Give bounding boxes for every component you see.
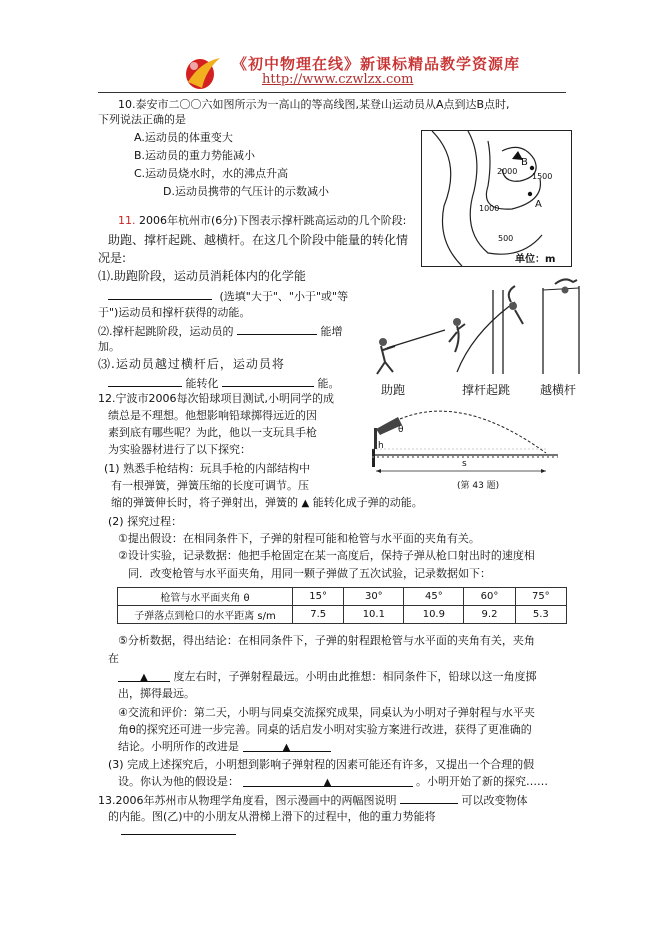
q12-step3: (3) 完成上述探究后，小明想到影响子弹射程的因素可能还有许多，又提出一个合理的假 [108,758,535,771]
q12-step3-b: 设。你认为他的假设是： ▲ 。小明开始了新的探究…… [118,775,548,788]
table-cell: 30° [344,588,404,606]
label-run-up: 助跑 [381,383,406,397]
q11-blank-3[interactable] [108,375,182,387]
table-row [118,588,567,606]
map-label-1000: 1000 [479,204,500,213]
answer-marker: ▲ [301,498,310,509]
q11-part1-c: 于")运动员和撑杆获得的动能。 [98,306,251,319]
q12-step2-d2: 角θ的探究还可进一步完善。同桌的话启发小明对实验方案进行改进，获得了更准确的 [118,723,532,736]
q12-step2-c3: ▲ 度左右时，子弹射程最远。小明由此推想：相同条件下，铅球以这一角度掷 [118,670,537,684]
table-cell: 15° [293,588,344,606]
map-point-a: A [535,199,542,210]
q12-step1-c: 缩的弹簧伸长时，将子弹射出，弹簧的 ▲ 能转化成子弹的动能。 [111,496,423,509]
q13-stem: 13.2006年苏州市从物理学角度看，图示漫画中的两幅图说明 可以改变物体 [98,794,528,807]
map-point-b: B [521,157,528,168]
map-label-2000: 2000 [497,167,518,176]
label-cross-bar: 越横杆 [540,383,577,397]
q11-part1: ⑴.助跑阶段，运动员消耗体内的化学能 [98,269,306,283]
header-rule [98,92,566,93]
q11-blank-4[interactable] [222,375,314,387]
q11-stem-2: 助跑、撑杆起跳、越横杆。在这几个阶段中能量的转化情 [108,233,409,247]
table-cell: 75° [515,588,566,606]
q10-option-c: C.运动员烧水时，水的沸点升高 [134,167,289,180]
table-cell: 45° [404,588,464,606]
q12-step2-d: ④交流和评价：第二天，小明与同桌交流探究成果，同桌认为小明对子弹射程与水平夹 [118,706,535,719]
q12-step2-c4: 出，掷得最远。 [118,687,195,700]
q11-stem-3: 况是: [98,251,127,265]
trajectory-figure [368,405,560,485]
site-logo [180,52,224,92]
map-label-1500: 1500 [532,172,553,181]
q13-blank-2[interactable] [121,834,236,835]
map-label-500: 500 [498,234,514,243]
q12-step1: (1) 熟悉手枪结构：玩具手枪的内部结构中 [104,462,311,475]
table-cell: 60° [464,588,515,606]
q10-stem: 10.泰安市二〇〇六如图所示为一高山的等高线图,某登山运动员从A点到达B点时, [118,98,510,111]
q11-part3-b: 能转化 能。 [108,375,340,391]
q11-number: 11. [118,214,136,227]
q11-part3: ⑶.运动员越过横杆后，运动员将 [98,357,285,371]
contour-map [421,130,572,267]
q12-step2-b: ②设计实验，记录数据：他把手枪固定在某一高度后，保持子弹从枪口射出时的速度相 [118,549,535,562]
q12-stem-3: 素到底有哪些呢？为此，他以一支玩具手枪 [108,426,317,439]
q12-step2-c2: 在 [108,652,119,665]
q11-stem: 11. 2006年杭州市(6分)下图表示撑杆跳高运动的几个阶段: [118,214,407,227]
q12-blank-angle[interactable]: ▲ [118,670,170,682]
fig-angle-label: θ [398,425,404,435]
q12-blank-improve[interactable]: ▲ [243,740,331,752]
table-cell: 7.5 [293,606,344,624]
q12-stem-4: 为实验器材进行了以下探究： [108,443,251,456]
q12-step2-d3: 结论。小明所作的改进是 ▲ [118,740,331,754]
q12-step2-b2: 同．改变枪管与水平面夹角，用同一颗子弹做了五次试验，记录数据如下： [128,567,491,580]
q10-option-d: D.运动员携带的气压计的示数减小 [163,185,329,198]
q13-blank-1[interactable] [400,792,458,804]
q12-stem-2: 绩总是不理想。他想影响铅球掷得远近的因 [108,409,317,422]
q11-blank-1[interactable] [108,288,212,300]
q13-stem-2: 的内能。图(乙)中的小朋友从滑梯上滑下的过程中，他的重力势能将 [108,810,436,823]
table-cell: 10.9 [404,606,464,624]
q12-step2-c: ⑤分析数据，得出结论：在相同条件下，子弹的射程跟枪管与水平面的夹角有关，夹角 [118,634,535,647]
q11-part2-c: 加。 [98,340,120,353]
fig-h-label: h [378,441,384,451]
fig-s-label: s [462,459,467,469]
q11-part2: ⑵.撑杆起跳阶段，运动员的 能增 [98,325,343,338]
header-title: 《初中物理在线》新课标精品教学资源库 [232,55,521,73]
q12-step1-b: 有一根弹簧，弹簧压缩的长度可调节。压 [111,479,309,492]
data-table [117,587,567,624]
table-row-label: 枪管与水平面夹角 θ [118,588,293,606]
header-url[interactable]: http://www.czwlzx.com [262,72,414,87]
table-cell: 5.3 [515,606,566,624]
pole-vault-figure [365,272,585,380]
table-cell: 9.2 [464,606,515,624]
q10-option-b: B.运动员的重力势能减小 [134,149,256,162]
table-row [118,606,567,624]
map-unit: 单位：m [515,254,556,265]
q10-stem-cont: 下列说法正确的是 [98,113,186,126]
q12-blank-hypothesis[interactable]: ▲ [243,775,413,787]
q12-step2: (2) 探究过程： [108,515,183,528]
q10-option-a: A.运动员的体重变大 [134,131,233,144]
table-row-label: 子弹落点到枪口的水平距离 s/m [118,606,293,624]
fig-caption: (第 43 题) [457,481,500,491]
label-pole-takeoff: 撑杆起跳 [462,383,511,397]
q11-blank-2[interactable] [237,323,317,335]
table-cell: 10.1 [344,606,404,624]
q12-stem: 12.宁波市2006每次铅球项目测试,小明同学的成 [98,392,334,405]
q12-step2-a: ①提出假设：在相同条件下，子弹的射程可能和枪管与水平面的夹角有关。 [118,532,480,545]
q11-part1-b: (选填"大于"、"小于"或"等 [108,288,348,304]
